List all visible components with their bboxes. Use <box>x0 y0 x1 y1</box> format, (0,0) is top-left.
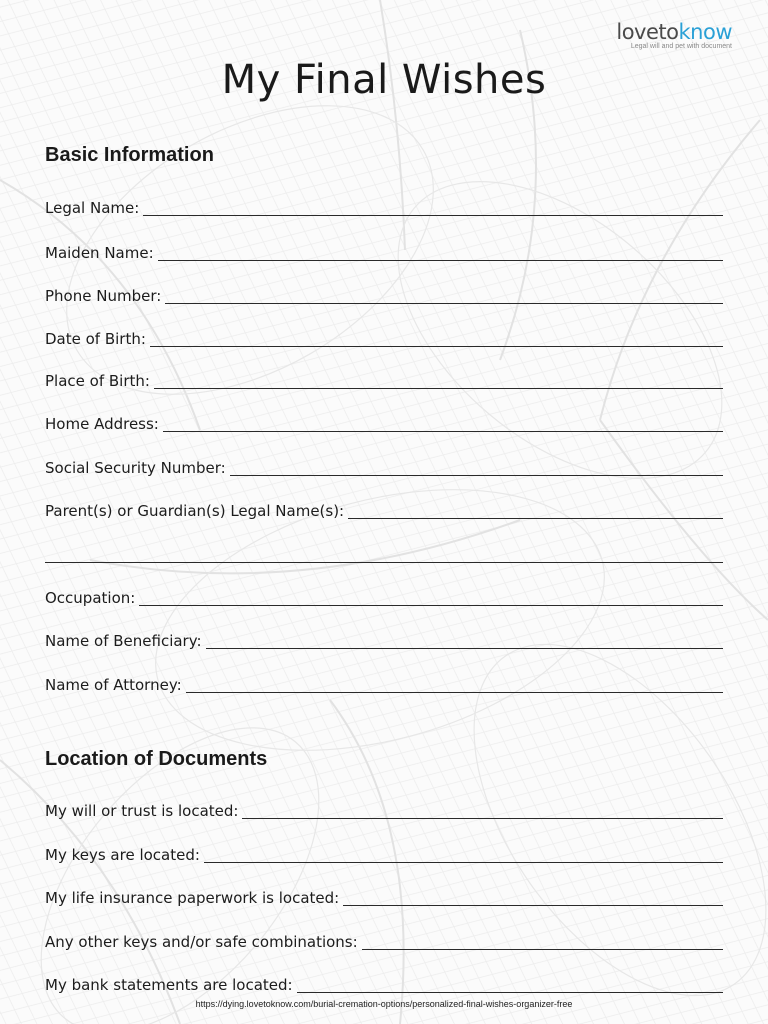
life-insurance-location-field[interactable] <box>45 884 723 908</box>
maiden-name-line[interactable] <box>158 236 723 261</box>
guardian-legal-name-label: Parent(s) or Guardian(s) Legal Name(s): <box>45 502 345 520</box>
place-of-birth-line[interactable] <box>154 364 723 389</box>
bank-statements-location-field[interactable] <box>45 971 723 995</box>
keys-location-label: My keys are located: <box>45 846 200 864</box>
social-security-number-field[interactable] <box>45 454 723 478</box>
attorney-field[interactable] <box>45 671 723 695</box>
maiden-name-field[interactable] <box>45 239 723 263</box>
lovetoknow-logo <box>616 20 732 50</box>
keys-location-line[interactable] <box>204 838 723 863</box>
page-title: My Final Wishes <box>221 56 547 103</box>
brand-tagline: Legal will and pet with document <box>630 43 732 50</box>
safe-combinations-line[interactable] <box>362 925 723 950</box>
will-trust-location-label: My will or trust is located: <box>45 802 239 820</box>
beneficiary-label: Name of Beneficiary: <box>45 632 202 650</box>
legal-name-line[interactable] <box>143 191 723 216</box>
home-address-label: Home Address: <box>45 415 159 433</box>
guardian-legal-name-line[interactable] <box>348 494 723 519</box>
guardian-legal-name-continuation-line[interactable] <box>45 562 723 563</box>
bank-statements-location-label: My bank statements are located: <box>45 976 293 994</box>
basic-information-heading: Basic Information <box>45 144 214 166</box>
bank-statements-location-line[interactable] <box>297 968 723 993</box>
will-trust-location-field[interactable] <box>45 797 723 821</box>
home-address-line[interactable] <box>163 407 723 432</box>
safe-combinations-field[interactable] <box>45 928 723 952</box>
legal-name-label: Legal Name: <box>45 199 140 217</box>
social-security-number-line[interactable] <box>230 451 723 476</box>
footer-source-url: https://dying.lovetoknow.com/burial-cremation-options/personalized-final-wishes-organizer-free <box>195 999 573 1009</box>
brand-name-part-1: loveto <box>616 20 679 44</box>
beneficiary-line[interactable] <box>206 624 723 649</box>
date-of-birth-field[interactable] <box>45 325 723 349</box>
beneficiary-field[interactable] <box>45 627 723 651</box>
attorney-label: Name of Attorney: <box>45 676 182 694</box>
home-address-field[interactable] <box>45 410 723 434</box>
date-of-birth-label: Date of Birth: <box>45 330 146 348</box>
occupation-label: Occupation: <box>45 589 136 607</box>
attorney-line[interactable] <box>186 668 723 693</box>
phone-number-line[interactable] <box>165 279 723 304</box>
brand-name-part-2: know <box>678 20 732 44</box>
date-of-birth-line[interactable] <box>150 322 723 347</box>
keys-location-field[interactable] <box>45 841 723 865</box>
social-security-number-label: Social Security Number: <box>45 459 226 477</box>
location-of-documents-heading: Location of Documents <box>45 748 268 770</box>
life-insurance-location-label: My life insurance paperwork is located: <box>45 889 340 907</box>
safe-combinations-label: Any other keys and/or safe combinations: <box>45 933 358 951</box>
occupation-field[interactable] <box>45 584 723 608</box>
occupation-line[interactable] <box>139 581 723 606</box>
legal-name-field[interactable] <box>45 194 723 218</box>
phone-number-label: Phone Number: <box>45 287 162 305</box>
will-trust-location-line[interactable] <box>242 794 723 819</box>
place-of-birth-label: Place of Birth: <box>45 372 150 390</box>
phone-number-field[interactable] <box>45 282 723 306</box>
life-insurance-location-line[interactable] <box>343 881 723 906</box>
maiden-name-label: Maiden Name: <box>45 244 154 262</box>
guardian-legal-name-field[interactable] <box>45 497 723 521</box>
place-of-birth-field[interactable] <box>45 367 723 391</box>
